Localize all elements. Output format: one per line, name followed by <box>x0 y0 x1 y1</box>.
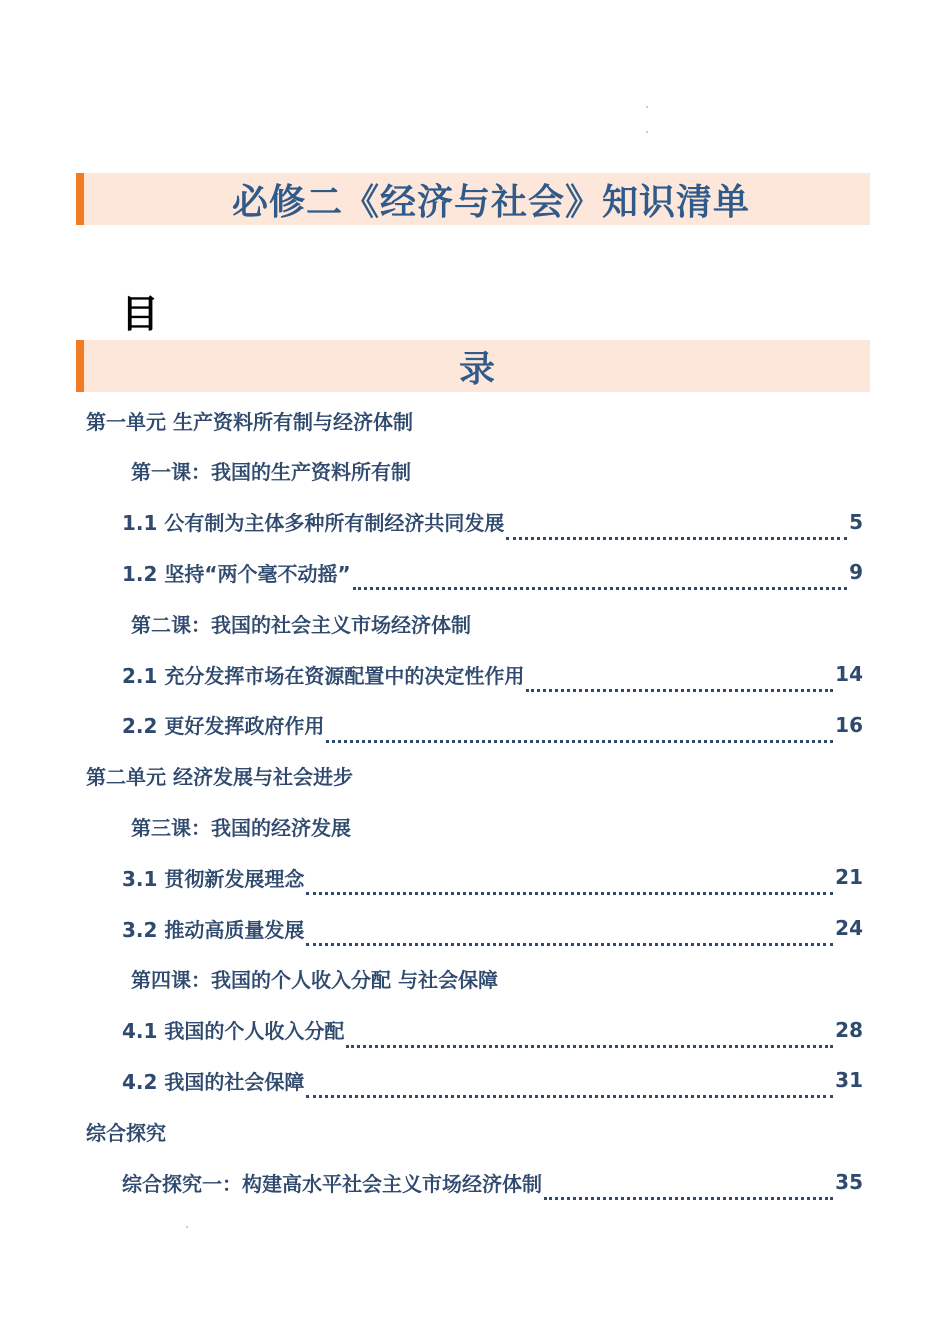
toc-entry-label: 3.2 推动高质量发展 <box>122 917 305 942</box>
toc-lesson-heading <box>131 808 351 844</box>
toc-entry-label: 4.1 我国的个人收入分配 <box>122 1019 345 1044</box>
toc-page-number: 9 <box>849 560 863 585</box>
toc-leader-dots <box>544 1189 833 1200</box>
toc-page-number: 14 <box>835 662 863 686</box>
toc-entry-label: 1.2 坚持“两个毫不动摇” <box>122 561 351 586</box>
toc-entry-label: 第二课：我国的社会主义市场经济体制 <box>131 612 471 637</box>
toc-lesson-heading <box>131 961 498 997</box>
toc-entry[interactable] <box>122 859 863 895</box>
toc-entry[interactable] <box>122 1062 863 1098</box>
title-banner <box>76 173 870 225</box>
page-speck <box>646 106 648 108</box>
toc-page-number: 16 <box>835 712 863 737</box>
toc-entry[interactable] <box>122 1012 863 1048</box>
toc-page-number: 24 <box>835 916 863 940</box>
toc-page-number: 5 <box>849 509 863 534</box>
toc-entry-label: 综合探究 <box>86 1120 166 1145</box>
toc-lesson-heading <box>131 605 471 641</box>
toc-entry-label: 第三课：我国的经济发展 <box>131 815 351 840</box>
toc-entry-label: 4.2 我国的社会保障 <box>122 1069 305 1094</box>
toc-page-number: 35 <box>835 1170 863 1194</box>
toc-unit-heading <box>86 758 353 794</box>
toc-heading-second-char: 录 <box>458 348 495 390</box>
document-title: 必修二《经济与社会》知识清单 <box>231 181 750 223</box>
toc-entry-label: 第一课：我国的生产资料所有制 <box>131 460 411 485</box>
toc-leader-dots <box>306 884 833 895</box>
toc-unit-heading <box>86 1113 166 1149</box>
toc-leader-dots <box>353 579 847 590</box>
toc-page-number: 31 <box>835 1068 863 1093</box>
toc-leader-dots <box>506 529 847 540</box>
toc-entry[interactable] <box>122 910 863 946</box>
toc-entry-label: 2.2 更好发挥政府作用 <box>122 714 325 739</box>
toc-entry[interactable] <box>122 554 863 590</box>
toc-entry[interactable] <box>122 656 863 692</box>
toc-entry-label: 1.1 公有制为主体多种所有制经济共同发展 <box>122 511 505 536</box>
toc-page-number: 28 <box>835 1017 863 1042</box>
toc-lesson-heading <box>131 453 411 489</box>
toc-entry-label: 第一单元 生产资料所有制与经济体制 <box>86 409 413 434</box>
toc-entry-label: 第四课：我国的个人收入分配 与社会保障 <box>131 968 498 993</box>
toc-leader-dots <box>346 1037 833 1048</box>
toc-heading-banner <box>76 340 870 392</box>
toc-page-number: 21 <box>835 865 863 890</box>
toc-entry-label: 第二单元 经济发展与社会进步 <box>86 765 353 790</box>
toc-leader-dots <box>526 681 833 692</box>
page-speck <box>646 131 648 133</box>
toc-leader-dots <box>306 1087 833 1098</box>
toc-leader-dots <box>326 732 833 743</box>
toc-unit-heading <box>86 402 413 438</box>
toc-heading-first-char: 目 <box>121 292 160 336</box>
toc-entry-label: 2.1 充分发挥市场在资源配置中的决定性作用 <box>122 663 525 688</box>
page-speck <box>186 1226 188 1228</box>
toc-entry-label: 3.1 贯彻新发展理念 <box>122 866 305 891</box>
toc-entry[interactable] <box>122 504 863 540</box>
toc-entry[interactable] <box>122 707 863 743</box>
toc-entry[interactable] <box>122 1164 863 1200</box>
toc-leader-dots <box>306 935 833 946</box>
toc-entry-label: 综合探究一：构建高水平社会主义市场经济体制 <box>122 1171 542 1196</box>
